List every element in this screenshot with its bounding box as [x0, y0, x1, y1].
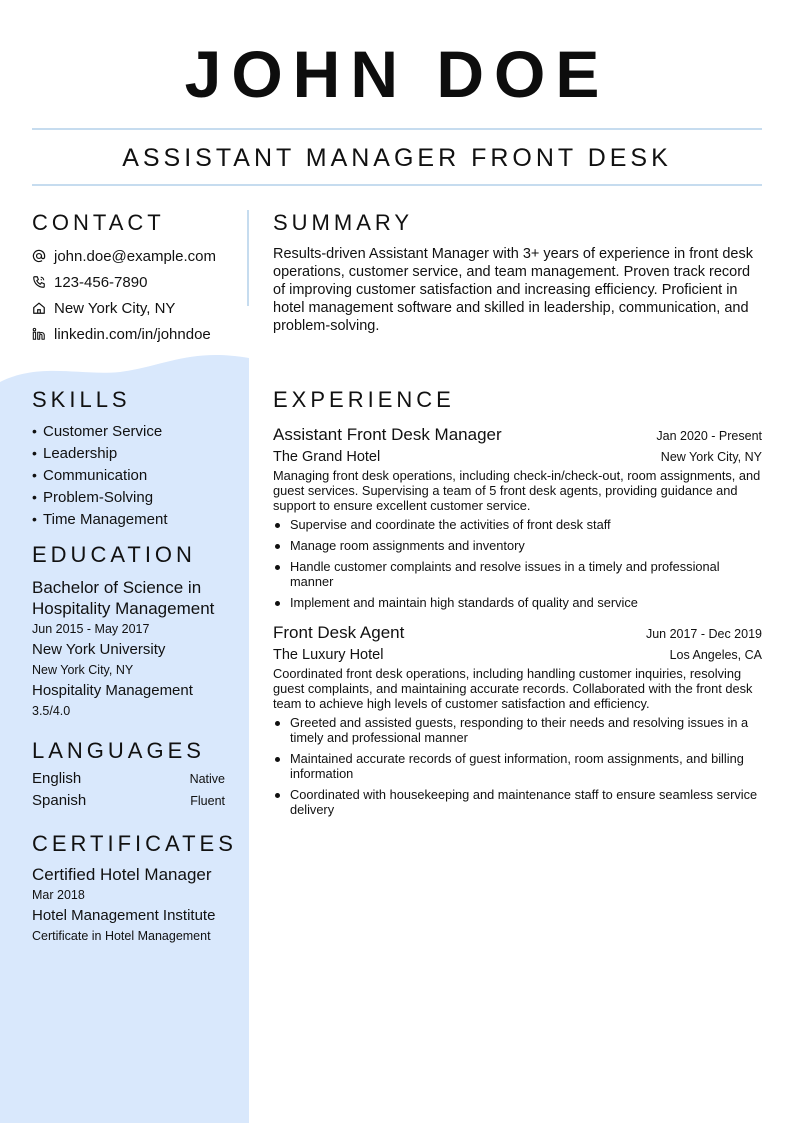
job-bullet: Manage room assignments and inventory: [273, 538, 762, 553]
phone-icon: [32, 274, 54, 290]
job-bullet: Implement and maintain high standards of quality and service: [273, 595, 762, 610]
language-row: [32, 792, 225, 814]
certificate-issuer: Hotel Management Institute: [32, 907, 216, 924]
education-school: New York University: [32, 641, 166, 658]
education-location: New York City, NY: [32, 663, 134, 677]
summary-text: Results-driven Assistant Manager with 3+ years of experience in front desk operations, customer service, and team management. Proven track record of improving customer satisfaction and increasing efficiency. Proficient in hotel management software and skilled in leadership, communication, and problem-solving.: [273, 246, 753, 334]
summary-heading: SUMMARY: [273, 210, 414, 235]
language-row: [32, 770, 225, 792]
language-name: English: [32, 770, 82, 787]
column-divider: [247, 210, 249, 306]
language-name: Spanish: [32, 792, 87, 809]
contact-location-text: New York City, NY: [54, 299, 176, 317]
certificate-name: Certified Hotel Manager: [32, 865, 212, 884]
education-section: [32, 541, 232, 721]
linkedin-icon: [32, 326, 54, 342]
language-level: Native: [189, 772, 225, 786]
experience-section: [273, 386, 762, 823]
contact-section: [32, 209, 228, 347]
contact-phone-text: 123-456-7890: [54, 273, 148, 291]
skill-item: • Problem-Solving: [32, 486, 228, 508]
education-dates: Jun 2015 - May 2017: [32, 622, 150, 636]
education-field: Hospitality Management: [32, 682, 193, 699]
job-bullet: Handle customer complaints and resolve issues in a timely and professional manner: [273, 559, 762, 589]
job-title: ASSISTANT MANAGER FRONT DESK: [122, 144, 672, 172]
language-level: Fluent: [190, 794, 225, 808]
at-icon: [32, 248, 54, 264]
education-gpa: 3.5/4.0: [32, 704, 71, 718]
education-heading: EDUCATION: [32, 542, 196, 567]
skills-section: [32, 386, 228, 530]
job-entry-location: New York City, NY: [660, 450, 762, 464]
skill-item: • Time Management: [32, 508, 228, 530]
contact-heading: CONTACT: [32, 210, 165, 235]
skill-item: • Leadership: [32, 442, 228, 464]
contact-location: [32, 295, 228, 321]
job-entry-title: Front Desk Agent: [273, 623, 405, 642]
skills-heading: SKILLS: [32, 387, 131, 412]
job-entry-description: Coordinated front desk operations, including handling customer inquiries, resolving guest complaints, and maintaining accurate records. Collaborated with the front desk team to achieve high levels of customer satisfaction and efficiency.: [273, 666, 753, 711]
contact-email-text: john.doe@example.com: [54, 247, 216, 265]
certificates-heading: CERTIFICATES: [32, 831, 237, 856]
home-icon: [32, 300, 54, 316]
job-bullet: Maintained accurate records of guest information, room assignments, and billing information: [273, 751, 762, 781]
job-bullet: Coordinated with housekeeping and maintenance staff to ensure seamless service delivery: [273, 787, 762, 817]
job-entry-dates: Jan 2020 - Present: [656, 429, 762, 443]
candidate-name: JOHN DOE: [184, 37, 610, 111]
education-degree: Bachelor of Science in Hospitality Management: [32, 578, 215, 618]
skill-item: • Communication: [32, 464, 228, 486]
contact-linkedin[interactable]: [32, 321, 228, 347]
languages-heading: LANGUAGES: [32, 738, 205, 763]
experience-heading: EXPERIENCE: [273, 387, 455, 412]
summary-section: [273, 209, 762, 335]
job-entry-company: The Luxury Hotel: [273, 647, 384, 663]
header-rule-top: [32, 128, 762, 130]
certificate-date: Mar 2018: [32, 888, 85, 902]
certificate-detail: Certificate in Hotel Management: [32, 929, 211, 943]
job-entry: [273, 622, 762, 817]
job-entry: [273, 424, 762, 610]
contact-phone[interactable]: [32, 269, 228, 295]
skill-item: • Customer Service: [32, 420, 228, 442]
job-bullet: Supervise and coordinate the activities of front desk staff: [273, 517, 762, 532]
contact-linkedin-text: linkedin.com/in/johndoe: [54, 325, 211, 343]
certificates-section: [32, 830, 237, 946]
job-entry-dates: Jun 2017 - Dec 2019: [645, 627, 762, 641]
job-bullet: Greeted and assisted guests, responding to their needs and resolving issues in a timely and professional manner: [273, 715, 762, 745]
job-entry-title: Assistant Front Desk Manager: [273, 425, 502, 444]
job-entry-company: The Grand Hotel: [273, 449, 381, 465]
contact-email[interactable]: [32, 243, 228, 269]
job-entry-location: Los Angeles, CA: [669, 648, 762, 662]
header-rule-bottom: [32, 184, 762, 186]
job-entry-description: Managing front desk operations, including check-in/check-out, room assignments, and guest services. Supervising a team of 5 front desk agents, providing guidance and support to ensure excellent customer service.: [273, 468, 761, 513]
languages-section: [32, 737, 225, 814]
